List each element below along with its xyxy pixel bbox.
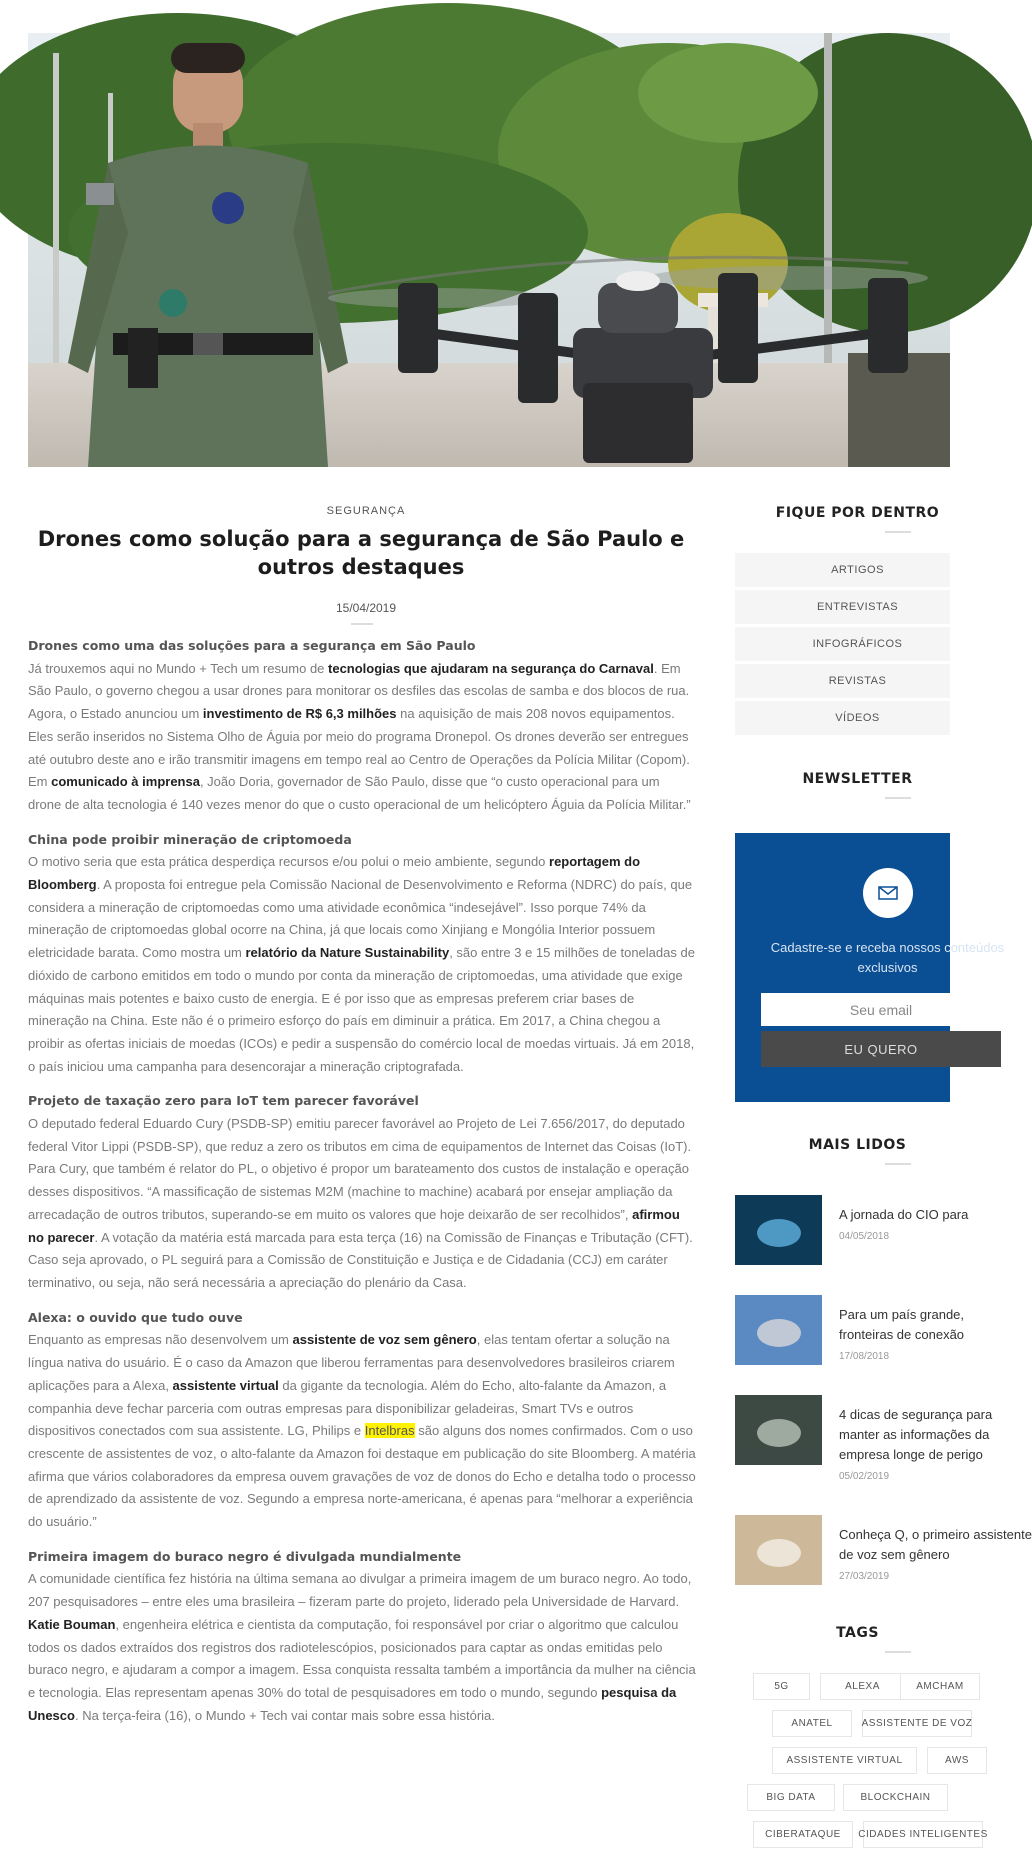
article-section	[28, 1307, 696, 1534]
highlighted-text: Intelbras	[364, 1423, 415, 1439]
body-text: na aquisição de mais 208 novos equipamentos. Eles serão inseridos no Sistema Olho de Águia por meio do programa Dronepol. Os drones deverão ser entregues até outubro deste ano e irão transmitir imagens em tempo real ao Centro de Operações da Polícia Militar (Copom). Em	[28, 706, 690, 790]
tag-link[interactable]: 5G	[753, 1673, 810, 1700]
sidebar-menu	[735, 553, 950, 735]
body-text: , João Doria, governador de São Paulo, disse que “o custo operacional para um drone de alta tecnologia é 140 vezes menor do que o custo operacional de um helicóptero Águia da Polícia Militar.”	[28, 774, 691, 812]
hero-image	[28, 33, 950, 467]
tag-link[interactable]: ASSISTENTE DE VOZ	[862, 1710, 972, 1737]
title-divider	[351, 623, 373, 625]
mais-lidos-title-line[interactable]: fronteiras de conexão	[839, 1327, 965, 1342]
heading-divider	[885, 1651, 911, 1653]
article-thumbnail[interactable]	[735, 1195, 822, 1265]
mais-lidos-title[interactable]	[839, 1405, 993, 1465]
article-section	[28, 1546, 696, 1728]
mais-lidos-item[interactable]	[735, 1295, 965, 1395]
tags-heading: TAGS	[836, 1625, 879, 1641]
body-text: Já trouxemos aqui no Mundo + Tech um resumo de	[28, 660, 329, 676]
body-text: são alguns dos nomes confirmados. Com o uso crescente de assistentes de voz, o alto-falante da Amazon foi destaque em publicação do site Bloomberg. A matéria afirma que vários colaboradores da empresa ouvem gravações de voz de donos do Echo e detalha todo o processo de aprendizado da assistente de voz. Segundo a empresa norte-americana, é apenas para “melhorar a experiência do usuário.”	[28, 1423, 696, 1530]
heading-divider	[885, 531, 911, 533]
mais-lidos-heading: MAIS LIDOS	[808, 1137, 907, 1153]
body-text: , engenheira elétrica e cientista da computação, foi responsável por criar o algoritmo que calculou todos os dados extraídos dos registros dos radiotelescópios, posicionados para captar as ondas emitidas pelo buraco negro, e ajudaram a compor a imagem. Essa conquista ressalta também a importância da mulher na ciência e tecnologia. Elas representam apenas 30% do total de pesquisadores em todo o mundo, segundo	[28, 1616, 696, 1700]
tag-link[interactable]: BIG DATA	[747, 1784, 835, 1811]
tag-link[interactable]: CIBERATAQUE	[753, 1821, 853, 1848]
mais-lidos-item[interactable]	[735, 1395, 993, 1515]
mais-lidos-title[interactable]	[839, 1205, 969, 1225]
heading-divider	[885, 797, 911, 799]
article-link[interactable]: investimento de R$ 6,3 milhões	[202, 706, 397, 722]
section-body	[28, 1329, 696, 1533]
sidebar-menu-item[interactable]: INFOGRÁFICOS	[735, 627, 950, 661]
article-thumbnail[interactable]	[735, 1515, 822, 1585]
tag-link[interactable]: ANATEL	[772, 1710, 852, 1737]
newsletter-submit-button[interactable]: EU QUERO	[761, 1031, 1001, 1067]
article-category[interactable]: SEGURANÇA	[326, 505, 406, 517]
mais-lidos-date: 27/03/2019	[839, 1571, 890, 1582]
mais-lidos-item[interactable]	[735, 1515, 1032, 1615]
article-link[interactable]: assistente virtual	[172, 1377, 279, 1393]
mais-lidos-item[interactable]	[735, 1195, 969, 1295]
body-text: . Em São Paulo, o governo chegou a usar drones para monitorar os desfiles das escolas de samba e dos blocos de rua. Agora, o Estado anunciou um	[28, 660, 690, 722]
article-link[interactable]: pesquisa da Unesco	[28, 1684, 677, 1723]
mais-lidos-title-line[interactable]: manter as informações da	[839, 1427, 990, 1442]
newsletter-email-input[interactable]	[761, 993, 1001, 1026]
mais-lidos-title-line[interactable]: empresa longe de perigo	[839, 1447, 983, 1462]
section-title: Drones como uma das soluções para a segurança em São Paulo	[28, 638, 476, 653]
mais-lidos-title-line[interactable]: Conheça Q, o primeiro assistente	[839, 1527, 1032, 1542]
article-link[interactable]: afirmou no parecer	[28, 1206, 680, 1245]
article-title: Drones como solução para a segurança de São Paulo e outros destaques	[37, 527, 685, 579]
article-link[interactable]: assistente de voz sem gênero	[292, 1332, 477, 1348]
section-body	[28, 1113, 696, 1295]
section-title: Alexa: o ouvido que tudo ouve	[28, 1309, 243, 1325]
sidebar-menu-item[interactable]: ENTREVISTAS	[735, 590, 950, 624]
mais-lidos-title-line[interactable]: Para um país grande,	[839, 1307, 965, 1322]
body-text: . A proposta foi entregue pela Comissão Nacional de Desenvolvimento e Reforma (NDRC) do país, que considera a mineração de criptomoedas como uma atividade econômica “indesejável”. Isso porque 74% da mineração de criptomoedas global ocorre na China, já que locais como Xinjiang e Mongólia Interior possuem eletricidade barata. Como mostra um	[28, 877, 693, 961]
article-body	[28, 635, 696, 1727]
mais-lidos-title[interactable]	[839, 1525, 1032, 1565]
newsletter-box	[735, 833, 1005, 1102]
article-link[interactable]: Katie Bouman	[28, 1616, 116, 1632]
article-link[interactable]: tecnologias que ajudaram na segurança do Carnaval	[328, 660, 654, 676]
tag-link[interactable]: BLOCKCHAIN	[843, 1784, 948, 1811]
mais-lidos-title-line[interactable]: de voz sem gênero	[839, 1547, 950, 1562]
envelope-icon	[863, 868, 913, 918]
article-thumbnail[interactable]	[735, 1295, 822, 1365]
body-text: , são entre 3 e 15 milhões de toneladas de dióxido de carbono emitidos em todo o mundo por conta da mineração de criptomoedas, uma atividade que exige máquinas mais potentes e baixo custo de energia. E é por isso que as empresas preferem criar bases de mineração na China. Este não é o primeiro esforço do país em diminuir a prática. Em 2017, a China chegou a proibir as ofertas iniciais de moedas (ICOs) e pedir a suspensão do comércio local de moedas virtuais. Já em 2018, o país iniciou uma campanha para desencorajar a mineração criptografada.	[28, 945, 695, 1074]
mais-lidos-date: 17/08/2018	[839, 1351, 890, 1362]
article-section	[28, 635, 696, 817]
section-body	[28, 851, 696, 1078]
article-link[interactable]: reportagem do Bloomberg	[28, 854, 641, 893]
tag-link[interactable]: ALEXA	[820, 1673, 905, 1700]
tag-link[interactable]: CIDADES INTELIGENTES	[863, 1821, 983, 1848]
tag-link[interactable]: AWS	[927, 1747, 987, 1774]
article-section	[28, 829, 696, 1079]
body-text: O motivo seria que esta prática desperdiça recursos e/ou polui o meio ambiente, segundo	[28, 854, 550, 870]
heading-divider	[885, 1163, 911, 1165]
section-body	[28, 658, 696, 817]
newsletter-text: Cadastre-se e receba nossos conteúdos exclusivos	[770, 940, 1005, 975]
body-text: Enquanto as empresas não desenvolvem um	[28, 1332, 293, 1348]
body-text: O deputado federal Eduardo Cury (PSDB-SP) emitiu parecer favorável ao Projeto de Lei 7.656/2017, do deputado federal Vitor Lippi (PSDB-SP), que reduz a zero os tributos em cima de equipamentos de Internet das Coisas (IoT). Para Cury, que também é relator do PL, o objetivo é propor um barateamento dos custos de instalação e operação desses dispositivos. “A massificação de sistemas M2M (machine to machine) acabará por ensejar ampliação da arrecadação de outros tributos, superando-se em muito os valores que hoje deixarão de ser recolhidos”,	[28, 1116, 692, 1222]
tag-link[interactable]: AMCHAM	[900, 1673, 980, 1700]
article	[28, 505, 696, 1739]
mais-lidos-date: 05/02/2019	[839, 1471, 890, 1482]
article-section	[28, 1090, 696, 1294]
body-text: . Na terça-feira (16), o Mundo + Tech vai contar mais sobre essa história.	[74, 1707, 495, 1723]
body-text: . A votação da matéria está marcada para esta terça (16) na Comissão de Finanças e Tributação (CFT). Caso seja aprovado, o PL seguirá para a Comissão de Constituição e Justiça e de Cidadania (CCJ) em caráter terminativo, ou seja, não será necessária a apreciação do plenário da Casa.	[28, 1229, 693, 1290]
section-body	[28, 1568, 696, 1727]
article-thumbnail[interactable]	[735, 1395, 822, 1465]
mais-lidos-title-line[interactable]: 4 dicas de segurança para	[839, 1407, 993, 1422]
article-link[interactable]: relatório da Nature Sustainability	[245, 945, 450, 961]
section-title: Projeto de taxação zero para IoT tem parecer favorável	[28, 1093, 419, 1109]
tag-link[interactable]: ASSISTENTE VIRTUAL	[772, 1747, 917, 1774]
mais-lidos-date: 04/05/2018	[839, 1231, 890, 1242]
sidebar-menu-item[interactable]: ARTIGOS	[735, 553, 950, 587]
newsletter-heading: NEWSLETTER	[802, 771, 913, 787]
body-text: , elas tentam ofertar a solução na língua nativa do usuário. É o caso da Amazon que liberou ferramentas para desenvolvedores brasileiros criarem aplicações para a Alexa,	[28, 1332, 675, 1393]
sidebar	[735, 505, 1032, 1863]
article-link[interactable]: comunicado à imprensa	[51, 774, 200, 790]
body-text: da gigante da tecnologia. Além do Echo, alto-falante da Amazon, a companhia deve fechar parceria com outras empresas para disponibilizar geladeiras, Smart TVs e outros dispositivos conectados com sua assistente. LG, Philips e	[28, 1377, 667, 1439]
sidebar-menu-item[interactable]: REVISTAS	[735, 664, 950, 698]
tags-cloud	[735, 1673, 988, 1863]
article-date: 15/04/2019	[335, 601, 397, 615]
soldier-with-drone-photo	[28, 33, 950, 467]
section-title: Primeira imagem do buraco negro é divulgada mundialmente	[28, 1548, 462, 1564]
section-title: China pode proibir mineração de criptomoeda	[28, 831, 352, 847]
fique-por-dentro-heading: FIQUE POR DENTRO	[775, 505, 940, 521]
sidebar-menu-item[interactable]: VÍDEOS	[735, 701, 950, 735]
body-text: A comunidade científica fez história na última semana ao divulgar a primeira imagem de um buraco negro. Ao todo, 207 pesquisadores – entre eles uma brasileira – fizeram parte do projeto, liderado pela Universidade de Harvard.	[28, 1571, 692, 1610]
mais-lidos-list	[735, 1195, 1032, 1615]
mais-lidos-title-line[interactable]: A jornada do CIO para	[839, 1207, 969, 1222]
mais-lidos-title[interactable]	[839, 1305, 965, 1345]
